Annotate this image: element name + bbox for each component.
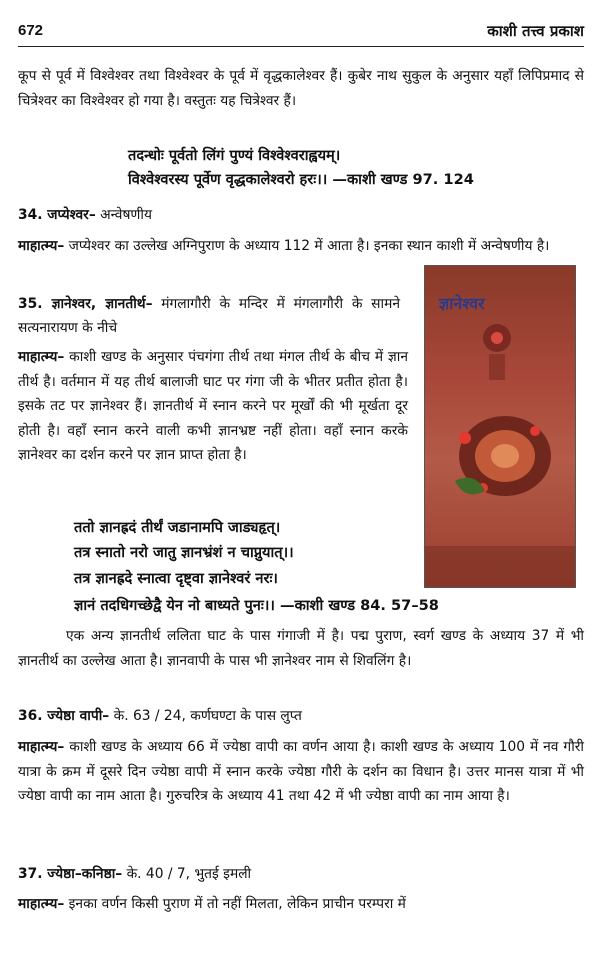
entry-36-mahatmya xyxy=(18,735,584,809)
running-header-title: काशी तत्त्व प्रकाश xyxy=(487,22,584,40)
entry-34-mahatmya xyxy=(18,234,584,259)
entry-35-after-paragraph: एक अन्य ज्ञानतीर्थ ललिता घाट के पास गंगाजी में है। पद्म पुराण, स्वर्ग खण्ड के अध्याय 37 में भी ज्ञानतीर्थ का उल्लेख आता है। ज्ञानवापी के पास भी ज्ञानेश्वर नाम से शिवलिंग है। xyxy=(18,628,584,669)
entry-35-mahatmya-label: माहात्म्य– xyxy=(18,349,65,365)
entry-34-heading-line xyxy=(18,203,152,227)
entry-37-heading-line xyxy=(18,862,251,886)
verse-2-line-2: तत्र स्नातो नरो जातु ज्ञानभ्रंशं न चाप्नुयात्।। xyxy=(74,544,294,561)
entry-36-mahatmya-label: माहात्म्य– xyxy=(18,739,65,755)
entry-37-mahatmya-label: माहात्म्य– xyxy=(18,896,65,912)
entry-37-location: के. 40 / 7, भुतई इमली xyxy=(126,866,252,882)
entry-37-heading: 37. ज्येष्ठा–कनिष्ठा– xyxy=(18,866,123,882)
photo-caption-label: ज्ञानेश्वर xyxy=(439,294,485,313)
entry-34-mahatmya-text: जप्येश्वर का उल्लेख अग्निपुराण के अध्याय 112 में आता है। इनका स्थान काशी में अन्वेषणीय है। xyxy=(68,238,550,254)
entry-34-heading: 34. जप्येश्वर– xyxy=(18,207,96,223)
intro-paragraph: कूप से पूर्व में विश्वेश्वर तथा विश्वेश्वर के पूर्व में वृद्धकालेश्वर हैं। कुबेर नाथ सुकुल के अनुसार यहाँ लिपिप्रमाद से चित्रेश्वर का विश्वेश्वर हो गया है। वस्तुतः यह चित्रेश्वर हैं। xyxy=(18,68,584,109)
entry-35-mahatmya xyxy=(18,345,408,468)
header-rule xyxy=(18,46,584,47)
entry-36-heading: 36. ज्येष्ठा वापी– xyxy=(18,708,110,724)
verse-1-line-1: तदन्धोः पूर्वतो लिंगं पुण्यं विश्वेश्वराह्वयम्। xyxy=(128,147,341,164)
entry-36-heading-line xyxy=(18,704,302,728)
shrine-lingam-image xyxy=(425,266,575,587)
entry-35-heading-line xyxy=(18,292,400,340)
verse-2-line-3: तत्र ज्ञानह्रदे स्नात्वा दृष्ट्वा ज्ञानेश्वरं नरः। xyxy=(74,570,278,587)
entry-36-mahatmya-text: काशी खण्ड के अध्याय 66 में ज्येष्ठा वापी का वर्णन आया है। काशी खण्ड के अध्याय 100 में नव गौरी यात्रा के क्रम में दूसरे दिन ज्येष्ठा वापी में स्नान करके ज्येष्ठा गौरी के दर्शन का विधान है। उत्तर मानस यात्रा में भी ज्येष्ठा वापी का नाम आता है। गुरुचरित्र के अध्याय 41 तथा 42 में भी ज्येष्ठा वापी का नाम आया है। xyxy=(18,739,584,804)
verse-2-line-1: ततो ज्ञानह्रदं तीर्थं जडानामपि जाड्यहृत्। xyxy=(74,519,281,536)
entry-36-location: के. 63 / 24, कर्णघण्टा के पास लुप्त xyxy=(113,708,302,724)
entry-37-mahatmya-text: इनका वर्णन किसी पुराण में तो नहीं मिलता, लेकिन प्राचीन परम्परा में xyxy=(68,896,406,912)
verse-2-line-4: ज्ञानं तदधिगच्छेद्वै येन नो बाध्यते पुनः।। —काशी खण्ड 84. 57–58 xyxy=(74,597,439,614)
entry-35-location: मंगलागौरी के मन्दिर में मंगलागौरी के सामने सत्यनारायण के नीचे xyxy=(18,296,400,336)
document-page xyxy=(18,0,584,955)
entry-34-location: अन्वेषणीय xyxy=(100,207,152,223)
entry-34-mahatmya-label: माहात्म्य– xyxy=(18,238,65,254)
entry-35-mahatmya-text: काशी खण्ड के अनुसार पंचगंगा तीर्थ तथा मंगल तीर्थ के बीच में ज्ञान तीर्थ है। वर्तमान में यह तीर्थ बालाजी घाट पर गंगा जी के भीतर प्रतीत होता है। इसके तट पर ज्ञानेश्वर हैं। ज्ञानतीर्थ में स्नान करने पर मूर्खों की भी मूर्खता दूर होती है। वहाँ स्नान करने वाली कभी ज्ञानभ्रष्ट नहीं होता। वहाँ स्नान करके ज्ञानेश्वर का दर्शन करने पर ज्ञान प्राप्त होता है। xyxy=(18,349,408,463)
page-number: 672 xyxy=(18,22,44,39)
entry-35-heading: 35. ज्ञानेश्वर, ज्ञानतीर्थ– xyxy=(18,296,153,312)
entry-37-mahatmya xyxy=(18,892,584,917)
verse-1-line-2: विश्वेश्वरस्य पूर्वेण वृद्धकालेश्वरो हरः।। —काशी खण्ड 97. 124 xyxy=(128,171,474,188)
jnaneshwar-shrine-photo xyxy=(424,265,576,588)
